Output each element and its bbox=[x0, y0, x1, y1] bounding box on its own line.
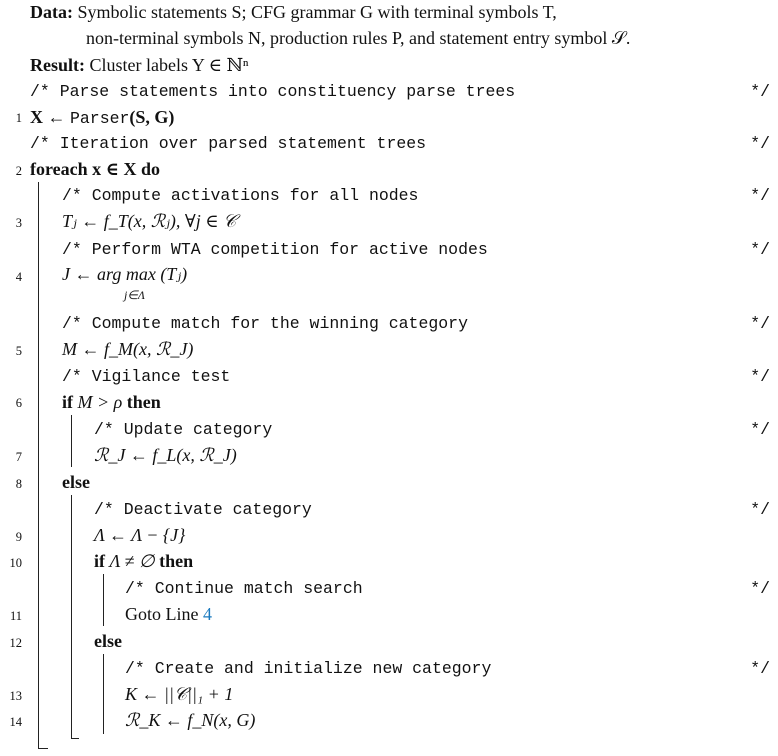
line-number: 13 bbox=[9, 689, 22, 703]
foreach-expr: x ∈ X bbox=[92, 159, 137, 179]
line-number: 11 bbox=[9, 609, 22, 623]
foreach-block-end bbox=[38, 748, 48, 749]
line-reference-link[interactable]: 4 bbox=[203, 604, 212, 624]
lambda-condition: Λ ≠ ∅ bbox=[109, 551, 155, 571]
comment-continue: /* Continue match search bbox=[125, 579, 363, 598]
statement-line-6 bbox=[62, 392, 161, 413]
line-number: 12 bbox=[9, 636, 22, 650]
comment-end: */ bbox=[750, 420, 770, 439]
arrow: ← bbox=[47, 107, 66, 127]
statement-line-7: ℛ_J ← f_L(x, ℛ_J) bbox=[94, 445, 237, 465]
comment-end: */ bbox=[750, 240, 770, 259]
goto-text: Goto Line bbox=[125, 604, 199, 624]
line-number: 5 bbox=[15, 344, 22, 358]
comment-match: /* Compute match for the winning category bbox=[62, 314, 468, 333]
line-number: 6 bbox=[15, 396, 22, 410]
comment-create: /* Create and initialize new category bbox=[125, 659, 492, 678]
comment-vigilance: /* Vigilance test bbox=[62, 367, 231, 386]
parser-func: Parser bbox=[70, 109, 130, 128]
comment-parse: /* Parse statements into constituency parse trees bbox=[30, 82, 516, 101]
result-text: Cluster labels Y ∈ ℕⁿ bbox=[89, 55, 249, 75]
comment-end: */ bbox=[750, 82, 770, 101]
comment-wta: /* Perform WTA competition for active nodes bbox=[62, 240, 488, 259]
argmax-subscript: j∈Λ bbox=[124, 288, 146, 302]
line-number: 10 bbox=[9, 556, 22, 570]
data-line-2 bbox=[86, 28, 630, 49]
if-block-bar bbox=[71, 415, 72, 467]
statement-line-10 bbox=[94, 551, 193, 572]
vigilance-condition: M > ρ bbox=[77, 392, 123, 412]
comment-end: */ bbox=[750, 186, 770, 205]
result-line bbox=[30, 55, 249, 76]
statement-line-2 bbox=[30, 159, 160, 180]
line-number: 4 bbox=[15, 270, 22, 284]
comment-deactivate: /* Deactivate category bbox=[94, 500, 312, 519]
line-number: 2 bbox=[15, 164, 22, 178]
statement-line-14: ℛ_K ← f_N(x, G) bbox=[125, 710, 256, 730]
line-number: 14 bbox=[9, 715, 22, 729]
comment-end: */ bbox=[750, 314, 770, 333]
statement-line-1 bbox=[30, 107, 174, 128]
else-block-end bbox=[71, 738, 79, 739]
line-number: 8 bbox=[15, 477, 22, 491]
line-number: 9 bbox=[15, 530, 22, 544]
statement-line-5: M ← f_M(x, ℛ_J) bbox=[62, 339, 194, 359]
comment-end: */ bbox=[750, 500, 770, 519]
statement-line-11 bbox=[125, 604, 212, 625]
comment-activations: /* Compute activations for all nodes bbox=[62, 186, 419, 205]
keyword-then: then bbox=[159, 551, 194, 571]
keyword-foreach: foreach bbox=[30, 159, 88, 179]
else-block-bar bbox=[71, 495, 72, 738]
statement-line-13: K ← ||𝒞||₁ + 1 bbox=[125, 684, 234, 704]
statement-line-12 bbox=[94, 631, 122, 652]
statement-line-8 bbox=[62, 472, 90, 493]
comment-end: */ bbox=[750, 134, 770, 153]
keyword-if: if bbox=[94, 551, 105, 571]
data-label: Data: bbox=[30, 2, 73, 22]
data-text-1: Symbolic statements S; CFG grammar G with terminal symbols T, bbox=[77, 2, 557, 22]
line-number: 1 bbox=[15, 111, 22, 125]
statement-line-9: Λ ← Λ − {J} bbox=[94, 525, 186, 545]
keyword-do: do bbox=[140, 159, 160, 179]
keyword-if: if bbox=[62, 392, 73, 412]
statement-line-3: Tⱼ ← f_T(x, ℛⱼ), ∀j ∈ 𝒞 bbox=[62, 211, 237, 231]
keyword-else: else bbox=[94, 631, 122, 651]
result-label: Result: bbox=[30, 55, 85, 75]
inner-else-block-bar bbox=[103, 654, 104, 734]
line-number: 7 bbox=[15, 450, 22, 464]
foreach-block-bar bbox=[38, 182, 39, 748]
comment-update: /* Update category bbox=[94, 420, 273, 439]
comment-iteration: /* Iteration over parsed statement trees bbox=[30, 134, 427, 153]
comment-end: */ bbox=[750, 659, 770, 678]
x-var: X bbox=[30, 107, 43, 127]
keyword-then: then bbox=[126, 392, 161, 412]
keyword-else: else bbox=[62, 472, 90, 492]
comment-end: */ bbox=[750, 579, 770, 598]
comment-end: */ bbox=[750, 367, 770, 386]
line-number: 3 bbox=[15, 216, 22, 230]
inner-if-block-bar bbox=[103, 574, 104, 626]
statement-line-4: J ← arg max (Tⱼ) bbox=[62, 264, 188, 284]
data-line-1 bbox=[30, 2, 557, 23]
data-text-2: non-terminal symbols N, production rules P, and statement entry symbol 𝒮. bbox=[86, 28, 631, 48]
parser-args: (S, G) bbox=[129, 107, 175, 127]
